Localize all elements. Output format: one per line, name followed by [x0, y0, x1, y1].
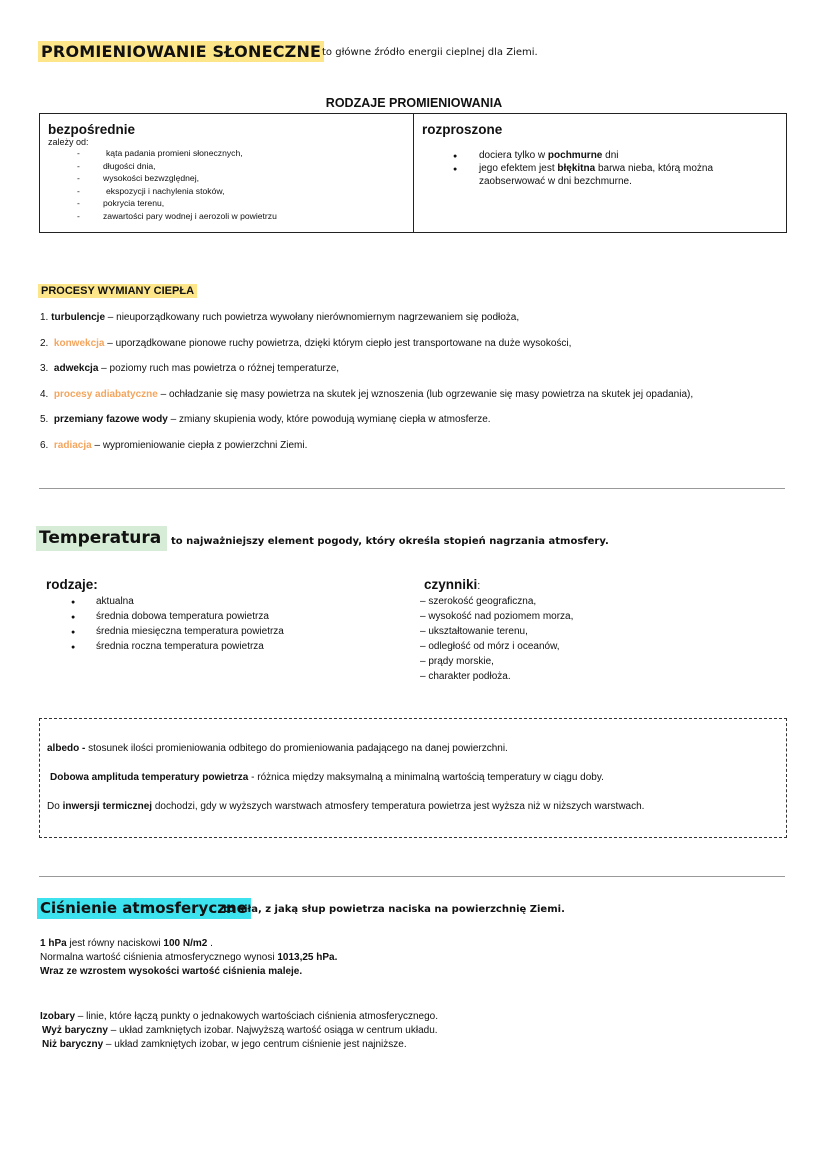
inversion-definition: Do inwersji termicznej dochodzi, gdy w wyższych warstwach atmosfery temperatura powietrza jest wyższa niż w niższych warstwach.	[47, 801, 645, 812]
list-item: - wysokości bezwzględnej,	[48, 172, 405, 185]
list-item: - długości dnia,	[48, 160, 405, 173]
list-item: – odległość od mórz i oceanów,	[420, 641, 560, 652]
temperature-subtitle: to najważniejszy element pogody, który określa stopień nagrzania atmosfery.	[171, 536, 609, 547]
list-item: ● aktualna	[46, 594, 284, 609]
list-item: – prądy morskie,	[420, 656, 494, 667]
list-item: – charakter podłoża.	[420, 671, 511, 682]
isobars-definition: Izobary – linie, które łączą punkty o jednakowych wartościach ciśnienia atmosferycznego.	[40, 1011, 438, 1022]
amplitude-definition: Dobowa amplituda temperatury powietrza - różnica między maksymalną a minimalną wartością temperatury w ciągu doby.	[50, 772, 604, 783]
pressure-title: Ciśnienie atmosferyczne	[37, 898, 251, 919]
list-item: - ekspozycji i nachylenia stoków,	[48, 185, 405, 198]
list-item: - zawartości pary wodnej i aerozoli w powietrzu	[48, 210, 405, 223]
temperature-types-title: rodzaje:	[46, 577, 98, 592]
list-item: ● jego efektem jest błękitna barwa nieba, którą można zaobserwować w dni bezchmurne.	[422, 162, 778, 188]
temperature-factors-list	[420, 594, 573, 684]
temperature-types-list	[46, 594, 284, 654]
pressure-line: Normalna wartość ciśnienia atmosferycznego wynosi 1013,25 hPa.	[40, 952, 338, 963]
process-item: 5. przemiany fazowe wody – zmiany skupienia wody, które powodują wymianę ciepła w atmosferze.	[40, 414, 491, 425]
list-item: ● średnia miesięczna temperatura powietrza	[46, 624, 284, 639]
list-item: ● średnia dobowa temperatura powietrza	[46, 609, 284, 624]
process-item: 6. radiacja – wypromieniowanie ciepła z powierzchni Ziemi.	[40, 440, 308, 451]
direct-factors-list	[48, 147, 405, 223]
list-item: – wysokość nad poziomem morza,	[420, 611, 574, 622]
divider	[39, 876, 785, 877]
depends-label: zależy od:	[48, 137, 89, 147]
page-title: PROMIENIOWANIE SŁONECZNE	[38, 41, 324, 62]
process-item: 1. turbulencje – nieuporządkowany ruch powietrza wywołany nierównomiernym nagrzewaniem się podłoża,	[40, 312, 520, 323]
page-subtitle: to główne źródło energii cieplnej dla Ziemi.	[322, 47, 538, 58]
list-item: ● dociera tylko w pochmurne dni	[422, 149, 778, 162]
process-item: 3. adwekcja – poziomy ruch mas powietrza o różnej temperaturze,	[40, 363, 340, 374]
pressure-line: Wraz ze wzrostem wysokości wartość ciśnienia maleje.	[40, 966, 303, 977]
process-item: 2. konwekcja – uporządkowane pionowe ruchy powietrza, dzięki którym ciepło jest transportowane na duże wysokości,	[40, 338, 572, 349]
diffuse-radiation-cell	[414, 114, 786, 232]
list-item: - kąta padania promieni słonecznych,	[48, 147, 405, 160]
list-item: – szerokość geograficzna,	[420, 596, 537, 607]
direct-radiation-title: bezpośrednie	[48, 122, 136, 137]
diffuse-list	[422, 149, 778, 188]
radiation-types-heading: RODZAJE PROMIENIOWANIA	[325, 96, 503, 110]
list-item: - pokrycia terenu,	[48, 197, 405, 210]
pressure-subtitle: to siła, z jaką słup powietrza naciska na powierzchnię Ziemi.	[223, 904, 565, 915]
low-pressure-definition: Niż baryczny – układ zamkniętych izobar, w jego centrum ciśnienie jest najniższe.	[42, 1039, 407, 1050]
albedo-definition: albedo - stosunek ilości promieniowania odbitego do promieniowania padającego na danej powierzchni.	[47, 743, 508, 754]
divider	[39, 488, 785, 489]
diffuse-radiation-title: rozproszone	[422, 122, 503, 137]
direct-radiation-cell	[40, 114, 414, 232]
high-pressure-definition: Wyż baryczny – układ zamkniętych izobar. Najwyższą wartość osiąga w centrum układu.	[42, 1025, 438, 1036]
temperature-factors-title: czynniki:	[424, 577, 481, 592]
temperature-title: Temperatura	[36, 526, 167, 551]
process-item: 4. procesy adiabatyczne – ochładzanie się masy powietrza na skutek jej wznoszenia (lub ogrzewanie się masy powietrza na skutek jej opadania),	[40, 389, 694, 400]
list-item: – ukształtowanie terenu,	[420, 626, 528, 637]
pressure-line: 1 hPa jest równy naciskowi 100 N/m2 .	[40, 938, 213, 949]
list-item: ● średnia roczna temperatura powietrza	[46, 639, 284, 654]
radiation-types-table	[39, 113, 787, 233]
processes-heading: PROCESY WYMIANY CIEPŁA	[38, 284, 197, 298]
definitions-box	[39, 718, 787, 838]
